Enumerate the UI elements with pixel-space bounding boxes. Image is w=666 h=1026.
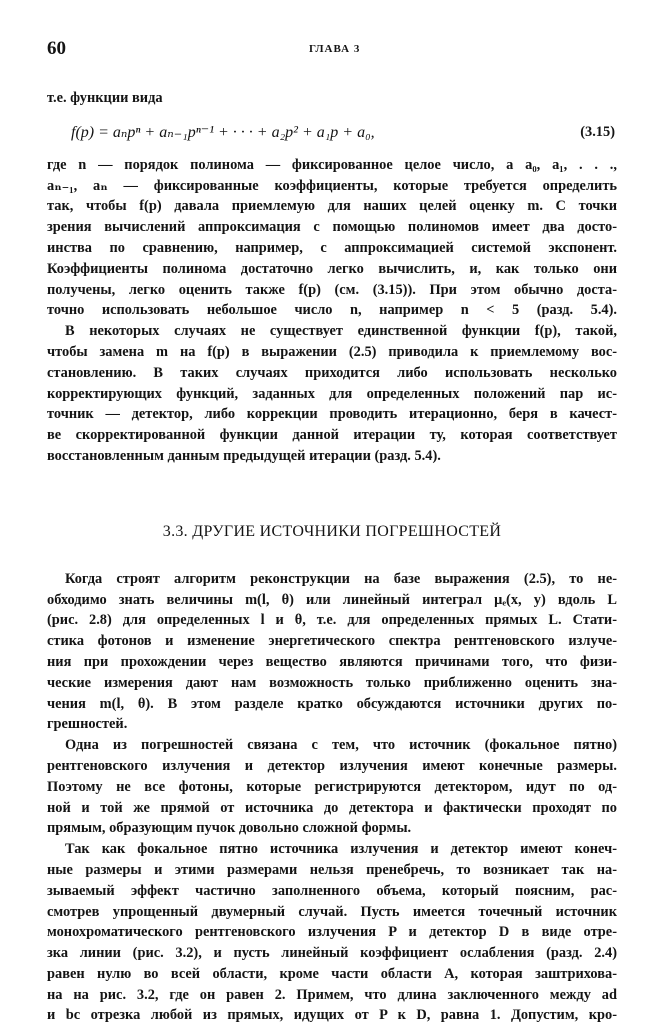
text-line: на на рис. 3.2, где он равен 2. Примем, что длина заключенного между ad — [47, 986, 617, 1003]
text-line: aₙ₋₁, aₙ — фиксированные коэффициенты, которые требуется определить — [47, 177, 617, 194]
equation-number: (3.15) — [580, 123, 615, 140]
text-line: рентгеновского излучения и детектор излучения имеют конечные размеры. — [47, 757, 617, 774]
paragraph-2 — [47, 321, 617, 467]
text-line: восстановленным данным предыдущей итерации (разд. 5.4). — [47, 447, 441, 464]
equation-text: f(p) = aₙpⁿ + aₙ₋₁pⁿ⁻¹ + · · · + a₂p² + a₁p + a₀, — [71, 123, 375, 141]
text-line: становлению. В таких случаях приходится либо использовать несколько — [47, 364, 617, 381]
text-line: зываемый эффект частично заполненного объема, который поясним, рас- — [47, 882, 617, 899]
paragraph-3 — [47, 569, 617, 735]
section-heading: 3.3. ДРУГИЕ ИСТОЧНИКИ ПОГРЕШНОСТЕЙ — [162, 522, 502, 540]
running-head: ГЛАВА 3 — [309, 43, 361, 55]
text-line: ве скорректированной функции данной итерации ту, которая соответствует — [47, 427, 617, 444]
text-line: монохроматического рентгеновского излучения P и детектор D в виде отре- — [47, 924, 617, 941]
text-line: корректирующих функций, заданных для определенных положений пар ис- — [47, 385, 617, 402]
text-line: точно использовать небольшое число n, например n < 5 (разд. 5.4). — [47, 302, 617, 319]
text-line: обходимо знать величины m(l, θ) или линейный интеграл μₑ(x, y) вдоль L — [47, 591, 617, 608]
paragraph-4 — [47, 735, 617, 839]
text-line: равен нулю во всей области, кроме части области A, которая заштрихова- — [47, 965, 617, 982]
text-line: стика фотонов и изменение энергетического спектра рентгеновского излуче- — [47, 633, 617, 650]
text-line: Одна из погрешностей связана с тем, что источник (фокальное пятно) — [65, 737, 617, 754]
text-line: Коэффициенты полинома достаточно легко вычислить, и, как только они — [47, 260, 617, 277]
text-line: зка линии (рис. 3.2), и пусть линейный коэффициент ослабления (разд. 2.4) — [47, 945, 617, 962]
text-line: зрения вычислений аппроксимация с помощью полиномов имеет два досто- — [47, 219, 617, 236]
text-line: ческие измерения дают нам возможность только приближенно оценить зна- — [47, 674, 617, 691]
text-line: инства по сравнению, например, с аппроксимацией системой экспонент. — [47, 239, 617, 256]
text-line: чтобы замена m на f(p) в выражении (2.5) приводила к приемлемому вос- — [47, 343, 617, 360]
text-line: чения m(l, θ). В этом разделе кратко обсуждаются источники других по- — [47, 695, 617, 712]
intro-line: т.е. функции вида — [47, 90, 163, 106]
text-line: ные размеры и этими размерами нельзя пренебречь, то возникает так на- — [47, 861, 617, 878]
page-header — [47, 38, 616, 62]
text-line: ной и той же прямой от источника до детектора и фактически проходят по — [47, 799, 617, 816]
text-line: так, чтобы f(p) давала приемлемую для наших целей оценку m. С точки — [47, 198, 617, 215]
text-line: В некоторых случаях не существует единственной функции f(p), такой, — [65, 323, 617, 340]
paragraph-1 — [47, 155, 617, 321]
text-line: Поэтому не все фотоны, которые регистрируются детектором, идут по од- — [47, 778, 617, 795]
text-line: Так как фокальное пятно источника излучения и детектор имеют конеч- — [65, 841, 617, 858]
text-line: где n — порядок полинома — фиксированное целое число, а a₀, a₁, . . ., — [47, 156, 617, 173]
paragraph-5 — [47, 839, 617, 1026]
text-line: точник — детектор, либо коррекции проводить итерационно, беря в качест- — [47, 406, 617, 423]
page-number: 60 — [47, 38, 66, 59]
text-line: смотрев упрощенный двумерный случай. Пусть имеется точечный источник — [47, 903, 617, 920]
text-line: (рис. 2.8) для определенных l и θ, т.е. для определенных прямых L. Стати- — [47, 612, 617, 629]
text-line: и bc отрезка любой из прямых, идущих от P к D, равна 1. Допустим, кро- — [47, 1007, 617, 1024]
text-line: грешностей. — [47, 716, 128, 733]
text-line: Когда строят алгоритм реконструкции на базе выражения (2.5), то не- — [65, 570, 617, 587]
equation-3-15 — [47, 115, 617, 153]
page-body — [47, 88, 617, 1026]
text-line: получены, легко оценить также f(p) (см. (3.15)). При этом обычно доста- — [47, 281, 617, 298]
text-line: прямым, образующим пучок довольно сложной формы. — [47, 820, 412, 837]
text-line: ния при прохождении через вещество являются причинами того, что физи- — [47, 653, 617, 670]
